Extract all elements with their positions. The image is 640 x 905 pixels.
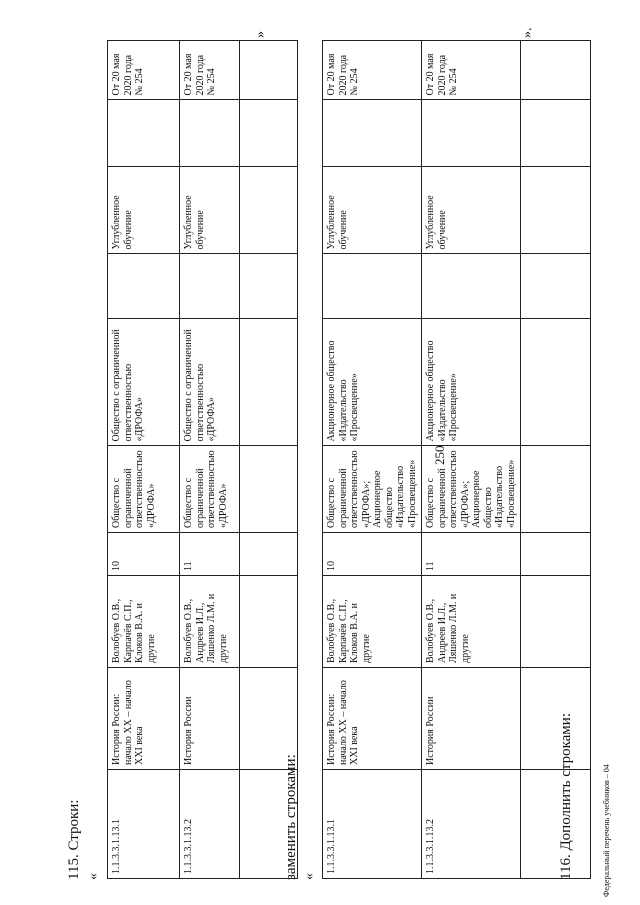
cell-order-date: От 20 мая 2020 года № 254 xyxy=(180,41,240,100)
cell-publisher: Общество с ограниченной ответственностью «ДРОФА»; Акционерное общество «Издательство «Просвещение» xyxy=(323,446,422,533)
cell-empty xyxy=(323,100,422,167)
document-footer: Федеральный перечень учебников – 04 xyxy=(602,764,611,897)
section-115-heading: 115. Строки: xyxy=(66,799,82,880)
table-row xyxy=(521,41,591,879)
cell-title: История России: начало XX – начало XXI века xyxy=(108,668,180,770)
cell-authors: Волобуев О.В., Карпачёв С.П., Клоков В.А. и другие xyxy=(323,576,422,668)
cell-rights-holder: Общество с ограниченной ответственностью «ДРОФА» xyxy=(108,319,180,446)
table-row xyxy=(240,41,298,879)
cell-authors: Волобуев О.В., Андреев И.Л., Ляшенко Л.М. и другие xyxy=(180,576,240,668)
section-116-heading: 116. Дополнить строками: xyxy=(558,713,574,880)
cell-empty xyxy=(323,254,422,319)
cell-order-date: От 20 мая 2020 года № 254 xyxy=(323,41,422,100)
close-quote: ». xyxy=(520,27,535,38)
cell-code: 1.1.3.3.1.13.2 xyxy=(422,770,521,879)
cell-rights-holder: Акционерное общество «Издательство «Просвещение» xyxy=(323,319,422,446)
cell-level: Углубленное обучение xyxy=(323,167,422,254)
cell-publisher: Общество с ограниченной ответственностью «ДРОФА» xyxy=(180,446,240,533)
cell-level: Углубленное обучение xyxy=(180,167,240,254)
cell-empty xyxy=(180,100,240,167)
table-row xyxy=(180,41,240,879)
cell-grade: 11 xyxy=(422,533,521,576)
cell-order-date: От 20 мая 2020 года № 254 xyxy=(422,41,521,100)
cell-publisher: Общество с ограниченной ответственностью «ДРОФА»; Акционерное общество «Издательство «Просвещение» xyxy=(422,446,521,533)
page-number: 250 xyxy=(432,445,447,465)
table-row xyxy=(323,41,422,879)
cell-order-date: От 20 мая 2020 года № 254 xyxy=(108,41,180,100)
close-quote: » xyxy=(253,31,268,38)
cell-code: 1.1.3.3.1.13.1 xyxy=(323,770,422,879)
cell-empty xyxy=(108,100,180,167)
cell-code: 1.1.3.3.1.13.1 xyxy=(108,770,180,879)
cell-publisher: Общество с ограниченной ответственностью «ДРОФА» xyxy=(108,446,180,533)
open-quote: « xyxy=(302,873,317,880)
cell-code: 1.1.3.3.1.13.2 xyxy=(180,770,240,879)
replace-heading: заменить строками: xyxy=(283,754,299,880)
cell-rights-holder: Общество с ограниченной ответственностью «ДРОФА» xyxy=(180,319,240,446)
cell-empty xyxy=(180,254,240,319)
cell-empty xyxy=(108,254,180,319)
table-replacement-rows xyxy=(322,40,591,879)
cell-rights-holder: Акционерное общество «Издательство «Просвещение» xyxy=(422,319,521,446)
cell-title: История России xyxy=(180,668,240,770)
cell-title: История России: начало XX – начало XXI века xyxy=(323,668,422,770)
cell-empty xyxy=(422,100,521,167)
table-original-rows xyxy=(107,40,298,879)
cell-title: История России xyxy=(422,668,521,770)
cell-authors: Волобуев О.В., Карпачёв С.П., Клоков В.А. и другие xyxy=(108,576,180,668)
cell-authors: Волобуев О.В., Андреев И.Л., Ляшенко Л.М. и другие xyxy=(422,576,521,668)
cell-grade: 11 xyxy=(180,533,240,576)
open-quote: « xyxy=(86,873,101,880)
table-row xyxy=(108,41,180,879)
cell-empty xyxy=(422,254,521,319)
cell-grade: 10 xyxy=(323,533,422,576)
cell-level: Углубленное обучение xyxy=(108,167,180,254)
cell-grade: 10 xyxy=(108,533,180,576)
table-row xyxy=(422,41,521,879)
cell-level: Углубленное обучение xyxy=(422,167,521,254)
